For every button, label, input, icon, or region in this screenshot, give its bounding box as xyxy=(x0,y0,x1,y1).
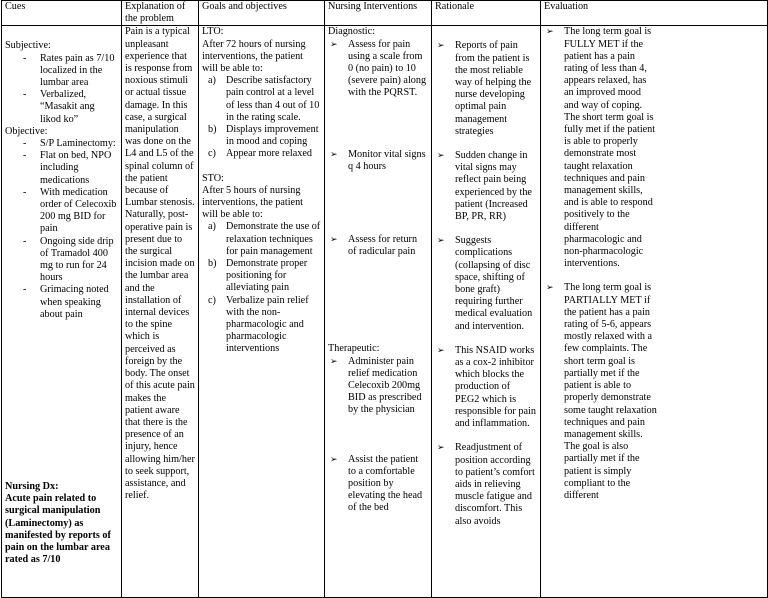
list-item: ➢ The long term goal is PARTIALLY MET if the patient has a pain rating of 5-6, appears mostly relaxed with a few complaints. The short term goal is partially met if the patient is able to properly demonstrate some taught relaxation techniques and pain management skills. The goal is also partially met if the patient is simply compliant to the different xyxy=(546,282,658,502)
explanation-cell xyxy=(122,26,199,598)
list-item: ➢ Assess for return of radicular pain xyxy=(330,234,428,258)
col-header-goals: Goals and objectives xyxy=(199,1,325,26)
list-item: - Rates pain as 7/10 localized in the lumbar area xyxy=(23,53,118,90)
list-item: a) Describe satisfactory pain control at a level of less than 4 out of 10 in the rating scale. xyxy=(208,75,320,123)
evaluation-cell xyxy=(541,26,768,598)
therapeutic-label: Therapeutic: xyxy=(328,343,380,355)
list-item: - Verbalized, “Masakit ang likod ko” xyxy=(23,89,118,126)
header-row xyxy=(2,1,768,26)
list-item: - S/P Laminectomy: xyxy=(23,138,118,150)
list-item: ➢ Sudden change in vital signs may reflect pain being experienced by the patient (Increased BP, PR, RR) xyxy=(437,150,537,223)
sto-label: STO: xyxy=(202,172,224,184)
lto-list xyxy=(202,75,321,160)
lto-label: LTO: xyxy=(202,26,224,38)
list-item: ➢ This NSAID works as a cox-2 inhibitor which blocks the production of PEG2 which is responsible for pain and inflammation. xyxy=(437,345,537,430)
list-item: ➢ Suggests complications (collapsing of disc space, shifting of bone graft) requiring further medical evaluation and intervention. xyxy=(437,235,537,333)
goals-cell xyxy=(199,26,325,598)
col-header-explanation: Explanation of the problem xyxy=(122,1,199,26)
list-item: b) Displays improvement in mood and coping xyxy=(208,124,319,148)
list-item: b) Demonstrate proper positioning for alleviating pain xyxy=(208,258,308,294)
list-item: ➢ The long term goal is FULLY MET if the patient has a pain rating of less than 4, appears relaxed, has an improved mood and way of coping. The short term goal is fully met if the patient is able to properly demonstrate most taught relaxation techniques and pain management skills, and is able to respond positively to the different pharmacologic and non-pharmacologic interventions. xyxy=(546,26,658,270)
cues-cell xyxy=(2,26,122,598)
explanation-text: Pain is a typical unpleasant experience that is response from noxious stimuli or actual tissue damage. In this case, a surgical manipulation was done on the L4 and L5 of the spinal column of the patient because of Lumbar stenosis. Naturally, post-operative pain is present due to the surgical incision made on the lumbar area and the installation of internal devices to the spine which is perceived as foreign by the body. The onset of this acute pain makes the patient aware that there is the presence of an injury, hence allowing him/her to seek support, assistance, and relief. xyxy=(125,26,195,502)
therapeutic-list xyxy=(328,356,428,515)
nursing-dx-label: Nursing Dx: xyxy=(5,481,59,493)
nursing-care-plan-table xyxy=(1,0,768,598)
col-header-cues: Cues xyxy=(2,1,122,26)
list-item: ➢ Monitor vital signs q 4 hours xyxy=(330,149,428,173)
list-item: ➢ Readjustment of position according to patient’s comfort aids in relieving muscle fatigue and discomfort. This also avoids xyxy=(437,442,537,527)
rationale-cell xyxy=(432,26,541,598)
list-item: - Grimacing noted when speaking about pain xyxy=(23,284,118,321)
list-item: - Flat on bed, NPO including medications xyxy=(23,150,118,187)
diagnostic-label: Diagnostic: xyxy=(328,26,375,38)
list-item: a) Demonstrate the use of relaxation techniques for pain management xyxy=(208,221,321,257)
list-item: ➢ Reports of pain from the patient is the most reliable way of helping the nurse developing optimal pain management strategies xyxy=(437,40,537,138)
col-header-evaluation: Evaluation xyxy=(541,1,768,26)
list-item: ➢ Administer pain relief medication Celecoxib 200mg BID as prescribed by the physician xyxy=(330,356,428,417)
list-item: ➢ Assist the patient to a comfortable position by elevating the head of the bed xyxy=(330,454,428,515)
list-item: c) Verbalize pain relief with the non-pharmacologic and pharmacologic interventions xyxy=(208,294,309,355)
subjective-label: Subjective: xyxy=(5,40,51,52)
col-header-rationale: Rationale xyxy=(432,1,541,26)
col-header-interventions: Nursing Interventions xyxy=(325,1,432,26)
objective-label: Objective: xyxy=(5,125,48,137)
evaluation-list xyxy=(544,26,658,502)
list-item: c) Appear more relaxed xyxy=(208,148,312,160)
rationale-list xyxy=(435,40,537,527)
interventions-cell xyxy=(325,26,432,598)
subjective-list xyxy=(5,53,118,126)
list-item: ➢ Assess for pain using a scale from 0 (no pain) to 10 (severe pain) along with the PQRST. xyxy=(330,39,428,100)
nursing-dx-text: Acute pain related to surgical manipulation (Laminectomy) as manifested by reports of pain on the lumbar area rated as 7/10 xyxy=(5,493,111,566)
list-item: - With medication order of Celecoxib 200 mg BID for pain xyxy=(23,187,118,236)
lto-intro: After 72 hours of nursing interventions, the patient will be able to: xyxy=(202,38,306,75)
objective-list xyxy=(5,138,118,321)
list-item: - Ongoing side drip of Tramadol 400 mg to run for 24 hours xyxy=(23,236,118,285)
sto-intro: After 5 hours of nursing interventions, the patient will be able to: xyxy=(202,184,303,221)
diagnostic-list xyxy=(328,39,428,259)
content-row xyxy=(2,26,768,598)
sto-list xyxy=(202,221,321,355)
